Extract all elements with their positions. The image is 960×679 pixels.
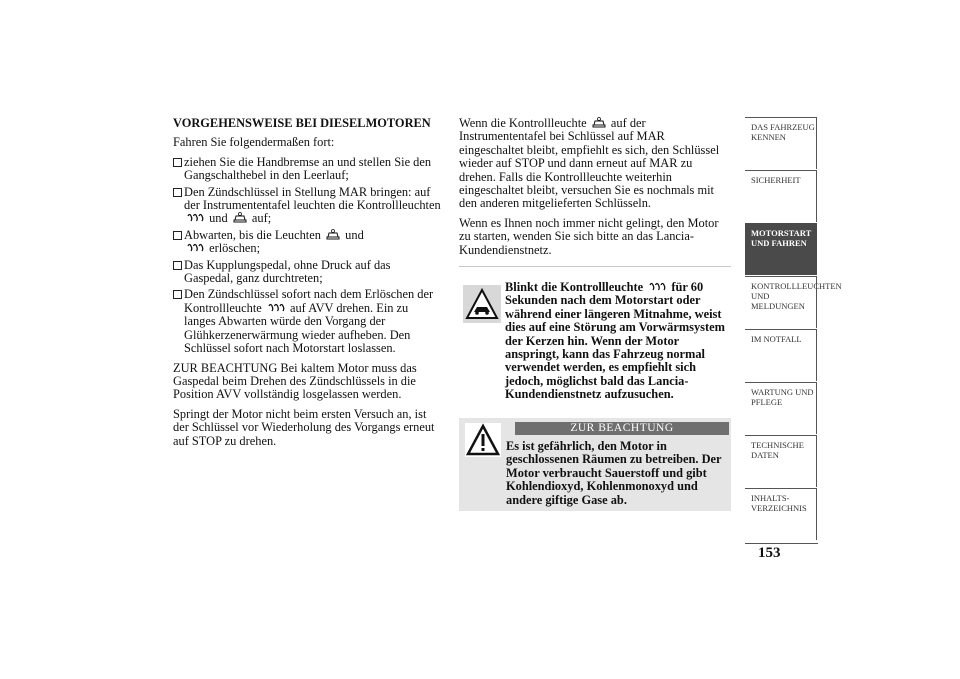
chapter-sidebar [745, 117, 842, 545]
list-item: Den Zündschlüssel in Stellung MAR bringen: auf der Instrumententafel leuchten die Kontrollleuchten und auf; [173, 186, 441, 226]
warning-title: ZUR BEACHTUNG [515, 422, 729, 435]
checkbox-bullet-icon [173, 261, 182, 270]
tab-vehicle[interactable]: DAS FAHRZEUG KENNEN [745, 117, 817, 169]
checkbox-bullet-icon [173, 188, 182, 197]
warning-text: Es ist gefährlich, den Motor in geschlossenen Räumen zu betreiben. Der Motor verbraucht Sauerstoff und gibt Kohlendioxyd, Kohlenmonoxyd und andere giftige Gase ab. [506, 439, 722, 507]
section-heading: VORGEHENSWEISE BEI DIESELMOTOREN [173, 116, 431, 130]
intro-text: Fahren Sie folgendermaßen fort: [173, 135, 335, 150]
tab-index[interactable]: INHALTS-VERZEICHNIS [745, 488, 817, 540]
tab-engine-start[interactable]: MOTORSTART UND FAHREN [745, 223, 817, 275]
steps-list [173, 156, 441, 356]
immobilizer-car-icon [592, 117, 606, 129]
immobilizer-car-icon [233, 212, 247, 224]
control-light-paragraph: Wenn die Kontrollleuchte auf der Instrumententafel bei Schlüssel auf MAR eingeschaltet bleibt, empfiehlt es sich, den Schlüssel wieder auf STOP und dann erneut auf MAR zu drehen. Falls die Kontrollleuchte weiterhin eingeschaltet bleibt, versuchen Sie es nochmals mit den anderen mitgelieferten Schlüsseln. [459, 116, 720, 211]
glow-plug-icon [648, 282, 666, 293]
tab-technical-data[interactable]: TECHNISCHE DATEN [745, 435, 817, 487]
list-item: Abwarten, bis die Leuchten und erlöschen; [173, 229, 441, 256]
glow-plug-icon [186, 243, 204, 254]
glow-plug-icon [267, 303, 285, 314]
list-item: Den Zündschlüssel sofort nach dem Erlöschen der Kontrollleuchte auf AVV drehen. Ein zu langes Abwarten würde den Vorgang der Glühkerzenerwärmung wieder aufheben. Den Schlüssel sofort nach Motorstart loslassen. [173, 288, 441, 355]
tab-maintenance[interactable]: WARTUNG UND PFLEGE [745, 382, 817, 434]
glow-plug-note: Blinkt die Kontrollleuchte für 60 Sekunden nach dem Motorstart oder während einer längeren Mitnahme, weist dies auf eine Störung am Vorwärmsystem der Kerzen hin. Wenn der Motor anspringt, kann das Fahrzeug normal verwendet werden, es empfiehlt sich jedoch, möglichst bald das Lancia-Kundendienstnetz aufzusuchen. [459, 281, 731, 402]
checkbox-bullet-icon [173, 158, 182, 167]
list-item: Das Kupplungspedal, ohne Druck auf das Gaspedal, ganz durchtreten; [173, 259, 441, 286]
immobilizer-car-icon [326, 229, 340, 241]
divider [745, 543, 818, 544]
right-column [459, 117, 731, 267]
page-number: 153 [758, 545, 781, 561]
divider [459, 266, 731, 267]
warning-box [459, 418, 731, 511]
tab-warning-lights[interactable]: KONTROLLLEUCHTEN UND MELDUNGEN [745, 276, 817, 328]
warning-car-icon [463, 285, 501, 323]
checkbox-bullet-icon [173, 231, 182, 240]
tab-emergency[interactable]: IM NOTFALL [745, 329, 817, 381]
caution-paragraph: ZUR BEACHTUNG Bei kaltem Motor muss das Gaspedal beim Drehen des Zündschlüssels in die Position AVV vollständig losgelassen werden. [173, 360, 417, 402]
glow-plug-icon [186, 213, 204, 224]
checkbox-bullet-icon [173, 290, 182, 299]
list-item: ziehen Sie die Handbremse an und stellen Sie den Gangschalthebel in den Leerlauf; [173, 156, 441, 183]
tab-safety[interactable]: SICHERHEIT [745, 170, 817, 222]
left-column [173, 117, 441, 454]
retry-paragraph: Springt der Motor nicht beim ersten Versuch an, ist der Schlüssel vor Wiederholung des Vorgangs erneut auf STOP zu drehen. [173, 406, 435, 448]
service-paragraph: Wenn es Ihnen noch immer nicht gelingt, den Motor zu starten, wenden Sie sich bitte an das Lancia-Kundendienstnetz. [459, 215, 719, 257]
